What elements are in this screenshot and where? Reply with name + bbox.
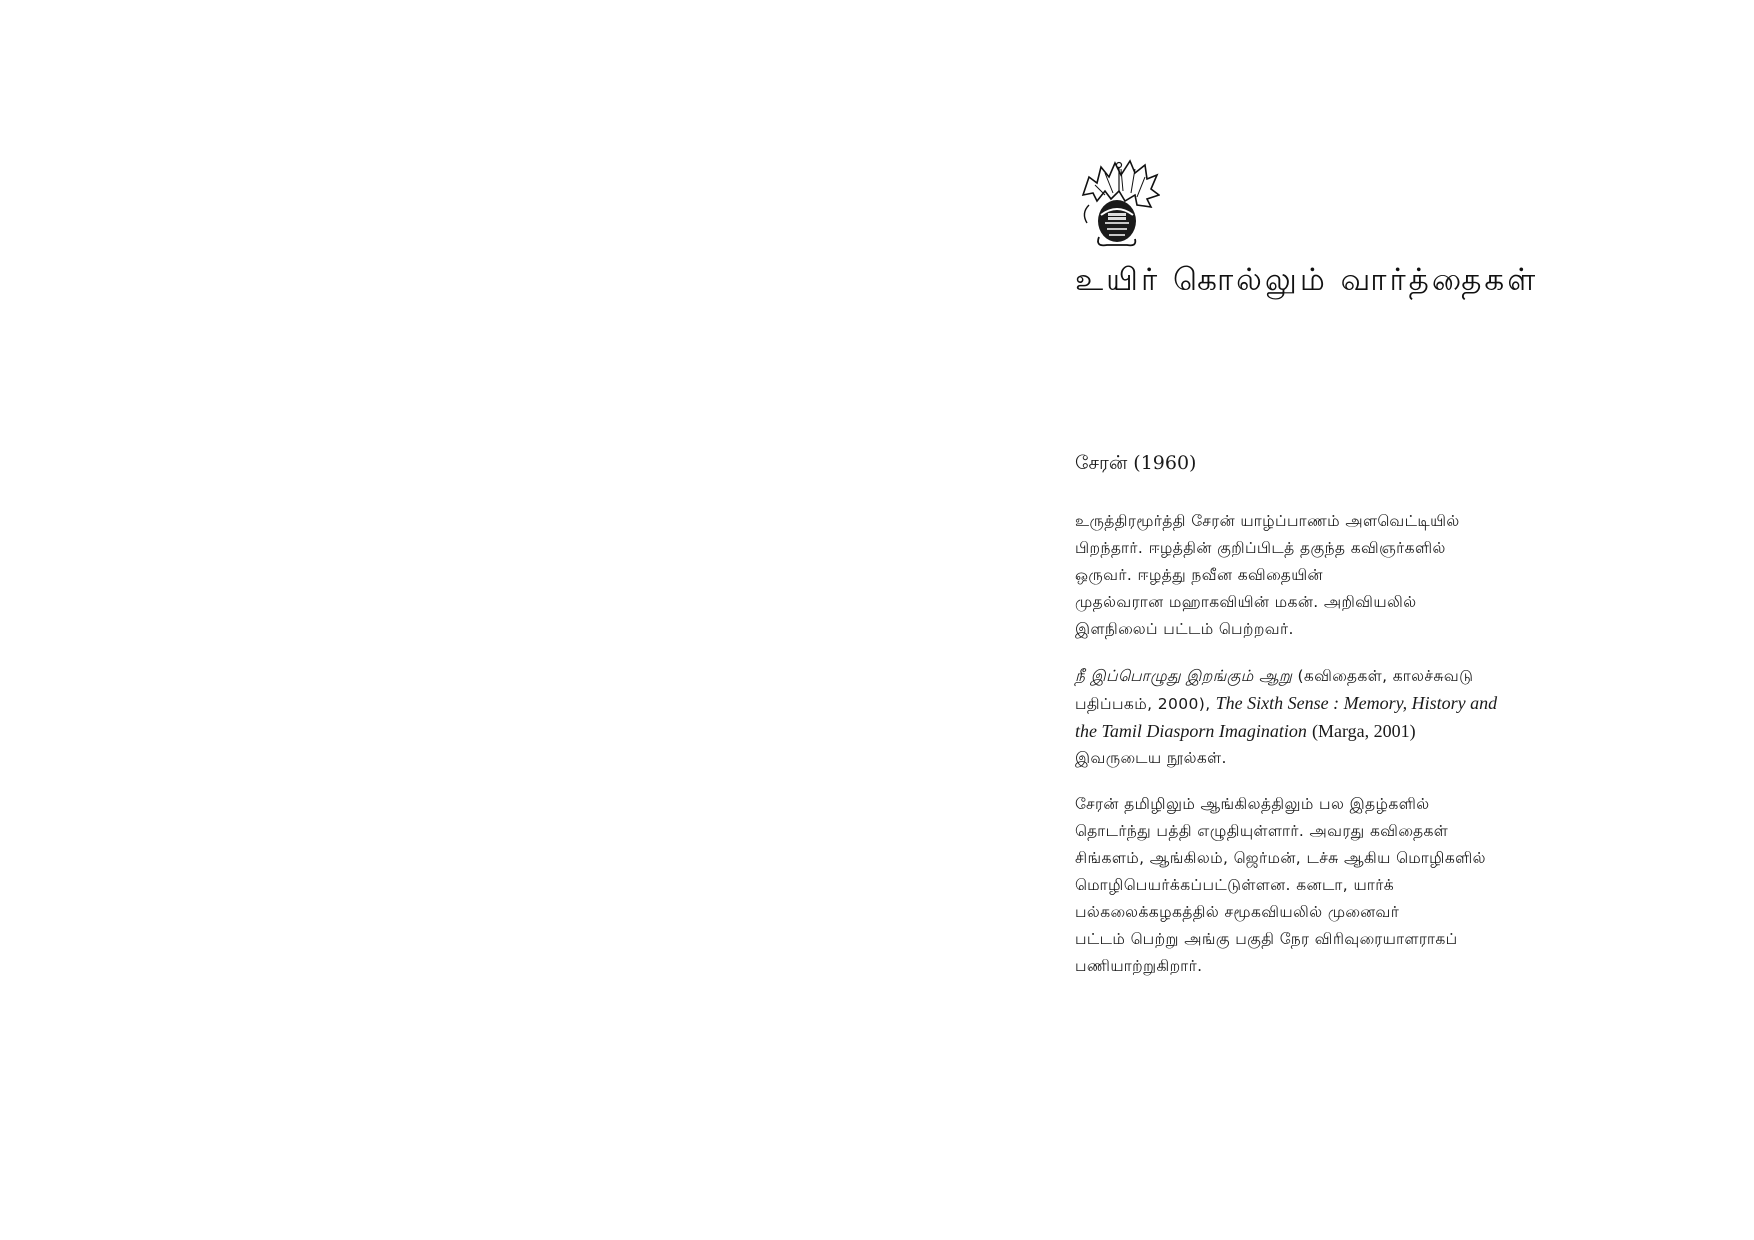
bio-line: ஒருவர். ஈழத்து நவீன கவிதையின் (1075, 566, 1323, 584)
bio-line: பட்டம் பெற்று அங்கு பகுதி நேர விரிவுரையாளராகப் (1075, 930, 1458, 948)
bio-line: சிங்களம், ஆங்கிலம், ஜெர்மன், டச்சு ஆகிய மொழிகளில் (1075, 849, 1486, 867)
book-title-english: The Sixth Sense : Memory, History and (1215, 693, 1498, 713)
bio-line: பிறந்தார். ஈழத்தின் குறிப்பிடத் தகுந்த கவிஞர்களில் (1075, 539, 1446, 557)
bio-paragraph-1 (1075, 508, 1635, 643)
publisher-emblem-icon (1075, 155, 1160, 250)
bio-line: தொடர்ந்து பத்தி எழுதியுள்ளார். அவரது கவிதைகள் (1075, 822, 1449, 840)
book-meta: பதிப்பகம், 2000), (1075, 695, 1211, 713)
bio-line: சேரன் தமிழிலும் ஆங்கிலத்திலும் பல இதழ்களில் (1075, 795, 1430, 813)
bio-line: முதல்வரான மஹாகவியின் மகன். அறிவியலில் (1075, 593, 1417, 611)
book-title: உயிர் கொல்லும் வார்த்தைகள் (1075, 262, 1539, 298)
author-bio (1075, 508, 1635, 999)
bio-line: பல்கலைக்கழகத்தில் சமூகவியலில் முனைவர் (1075, 903, 1400, 921)
bio-paragraph-3 (1075, 791, 1635, 980)
bio-paragraph-2 (1075, 662, 1635, 772)
book-meta: (Marga, 2001) (1311, 721, 1416, 741)
bio-line: இவருடைய நூல்கள். (1075, 749, 1227, 767)
bio-line: பணியாற்றுகிறார். (1075, 957, 1203, 975)
bio-line: இளநிலைப் பட்டம் பெற்றவர். (1075, 620, 1294, 638)
book-title-tamil: நீ இப்பொழுது இறங்கும் ஆறு (1075, 667, 1293, 685)
bio-line: மொழிபெயர்க்கப்பட்டுள்ளன. கனடா, யார்க் (1075, 876, 1395, 894)
book-meta: (கவிதைகள், காலச்சுவடு (1297, 667, 1474, 685)
book-title-english: the Tamil Diasporn Imagination (1075, 721, 1307, 741)
author-heading: சேரன் (1960) (1075, 452, 1197, 474)
bio-line: உருத்திரமூர்த்தி சேரன் யாழ்ப்பாணம் அளவெட்டியில் (1075, 512, 1460, 530)
